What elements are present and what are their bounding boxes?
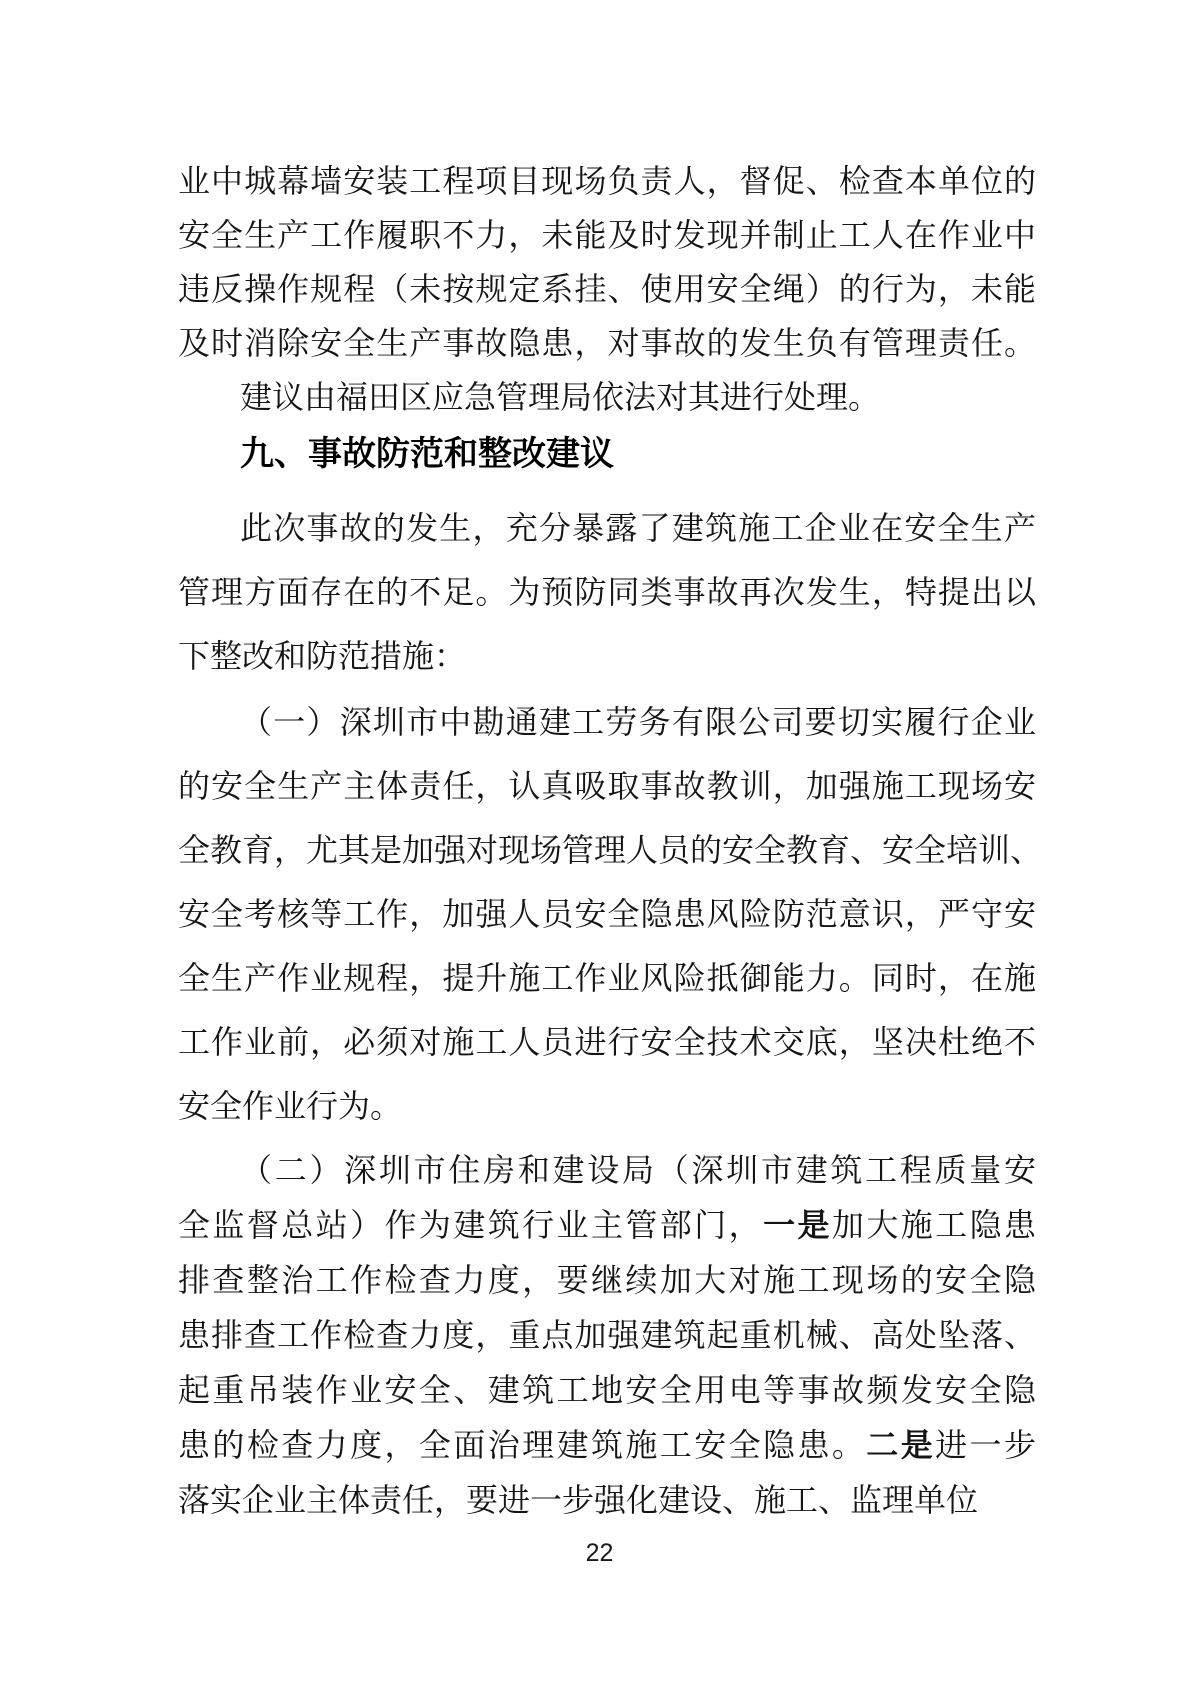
page-number: 22 bbox=[585, 1539, 614, 1567]
text-line: 的安全生产主体责任，认真吸取事故教训，加强施工现场安 bbox=[178, 768, 1036, 804]
text-run-bold: 一是 bbox=[763, 1207, 832, 1243]
paragraph-measure-2 bbox=[178, 1143, 1036, 1528]
text-run: 患的检查力度，全面治理建筑施工安全隐患。 bbox=[178, 1427, 867, 1463]
paragraph-overview bbox=[178, 496, 1036, 688]
text-line: 违反操作规程（未按规定系挂、使用安全绳）的行为，未能 bbox=[178, 271, 1036, 307]
text-line: 下整改和防范措施： bbox=[178, 638, 467, 674]
text-line: 排查整治工作检查力度，要继续加大对施工现场的安全隐 bbox=[178, 1262, 1036, 1298]
text-run: 全监督总站）作为建筑行业主管部门， bbox=[178, 1207, 764, 1243]
section-heading: 九、事故防范和整改建议 bbox=[240, 435, 614, 473]
text-line: 全生产作业规程，提升施工作业风险抵御能力。同时，在施 bbox=[178, 960, 1036, 996]
text-line: 此次事故的发生，充分暴露了建筑施工企业在安全生产 bbox=[240, 510, 1036, 546]
text-line: 患排查工作检查力度，重点加强建筑起重机械、高处坠落、 bbox=[178, 1317, 1036, 1353]
text-line: 业中城幕墙安装工程项目现场负责人，督促、检查本单位的 bbox=[178, 163, 1036, 199]
text-line: 安全生产工作履职不力，未能及时发现并制止工人在作业中 bbox=[178, 217, 1036, 253]
text-line: 及时消除安全生产事故隐患，对事故的发生负有管理责任。 bbox=[178, 325, 1036, 361]
text-line: 管理方面存在的不足。为预防同类事故再次发生，特提出以 bbox=[178, 574, 1036, 610]
text-line: 落实企业主体责任，要进一步强化建设、施工、监理单位 bbox=[178, 1482, 979, 1518]
text-line bbox=[178, 1418, 1036, 1473]
text-line: 安全作业行为。 bbox=[178, 1088, 403, 1124]
paragraph-measure-1 bbox=[178, 690, 1043, 1138]
paragraph-responsibility bbox=[178, 154, 1036, 424]
text-run: 进一步 bbox=[935, 1427, 1036, 1463]
text-run: 加大施工隐患 bbox=[831, 1207, 1036, 1243]
text-line: （一）深圳市中勘通建工劳务有限公司要切实履行企业 bbox=[240, 704, 1036, 740]
text-line: 安全考核等工作，加强人员安全隐患风险防范意识，严守安 bbox=[178, 896, 1036, 932]
text-line: 工作业前，必须对施工人员进行安全技术交底，坚决杜绝不 bbox=[178, 1024, 1036, 1060]
text-line bbox=[178, 1198, 1036, 1253]
text-line: （二）深圳市住房和建设局（深圳市建筑工程质量安 bbox=[240, 1152, 1036, 1188]
text-run-bold: 二是 bbox=[866, 1427, 936, 1463]
text-line: 起重吊装作业安全、建筑工地安全用电等事故频发安全隐 bbox=[178, 1372, 1036, 1408]
text-line: 全教育，尤其是加强对现场管理人员的安全教育、安全培训、 bbox=[178, 832, 1043, 868]
text-line-suggestion: 建议由福田区应急管理局依法对其进行处理。 bbox=[240, 379, 881, 415]
text-column bbox=[178, 154, 1043, 1528]
